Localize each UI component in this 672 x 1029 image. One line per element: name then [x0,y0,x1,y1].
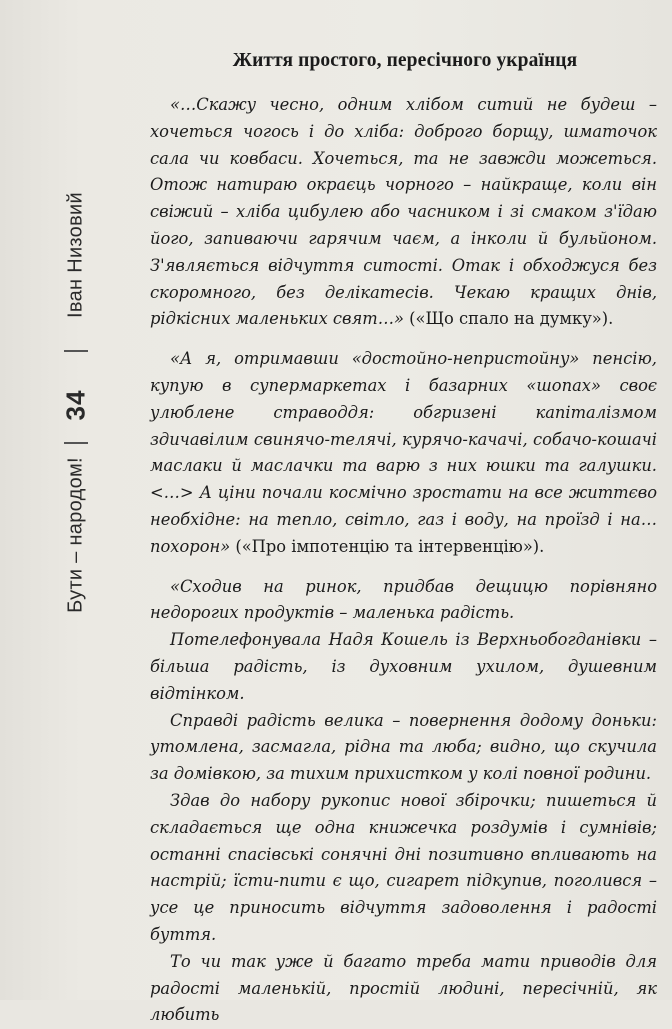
page-number [58,370,94,440]
quote-source: («Про імпотенцію та інтервенцію»). [230,536,545,556]
quote-paragraph [150,708,657,788]
page-number-text: 34 [60,389,91,421]
quote-text: Справді радість велика – повернення додому доньки: утомлена, засмагла, рідна та люба; видно, що скучила за домівкою, за тихим прихистком у колі повної родини. [150,710,657,784]
quote-paragraph [150,92,657,333]
quote-text: «…Скажу чесно, одним хлібом ситий не будеш – хочеться чогось і до хліба: доброго борщу, шматочок сала чи ковбаси. Хочеться, та не завжди можеться. Отож натираю окраєць чорного – найкраще, коли він свіжий – хліба цибулею або часником і зі смаком з'їдаю його, запиваючи гарячим чаєм, а інколи й бульйоном. З'являється відчуття ситості. Отак і обходжуся без скоромного, без делікатесів. Чекаю кращих днів, рідкісних маленьких свят…» [150,95,657,329]
quote-paragraph [150,627,657,707]
running-head-book-title-text: Бути – народом! [64,457,87,613]
running-head-author [58,180,94,330]
quote-text: «Сходив на ринок, придбав дещицю порівняно недорогих продуктів – маленька радість. [150,576,657,623]
quote-text: «А я, отримавши «достойно-непристойну» пенсію, купую в супермаркетах і базарних «шопах» своє улюблене страводдя: обгризені капіталізмом здичавілим свинячо-телячі, курячо-качачі, собачо-кошачі маслаки й маслачки та варю з них юшки та галушки. <…> А ціни почали космічно зростати на все життєво необхідне: на тепло, світло, газ і воду, на проїзд і на… похорон» [150,349,657,556]
running-head-book-title [58,450,94,620]
running-head-divider [64,350,88,352]
quote-text: Здав до набору рукопис нової збірочки; пишеться й складається ще одна книжечка роздумів і сумнівів; останні спасівські сонячні дні позитивно впливають на настрій; їсти-пити є що, сигарет підкупив, поголився – усе це приносить відчуття задоволення і радості буття. [150,790,657,944]
body-text [150,92,657,1029]
running-head-author-text: Іван Низовий [64,192,87,318]
quote-paragraph [150,346,657,560]
quote-paragraph [150,949,657,1029]
quote-paragraph [150,574,657,628]
quote-paragraph [150,788,657,949]
quote-text: То чи так уже й багато треба мати приводів для радості маленькій, простій людині, пересічній, як любить [150,951,657,1025]
running-head [58,180,94,620]
running-head-divider [64,442,88,444]
quote-source: («Що спало на думку»). [403,309,614,329]
quote-text: Потелефонувала Надя Кошель із Верхньобогданівки – більша радість, із духовним ухилом, душевним відтінком. [150,630,657,703]
section-title: Життя простого, пересічного українця [232,50,578,71]
